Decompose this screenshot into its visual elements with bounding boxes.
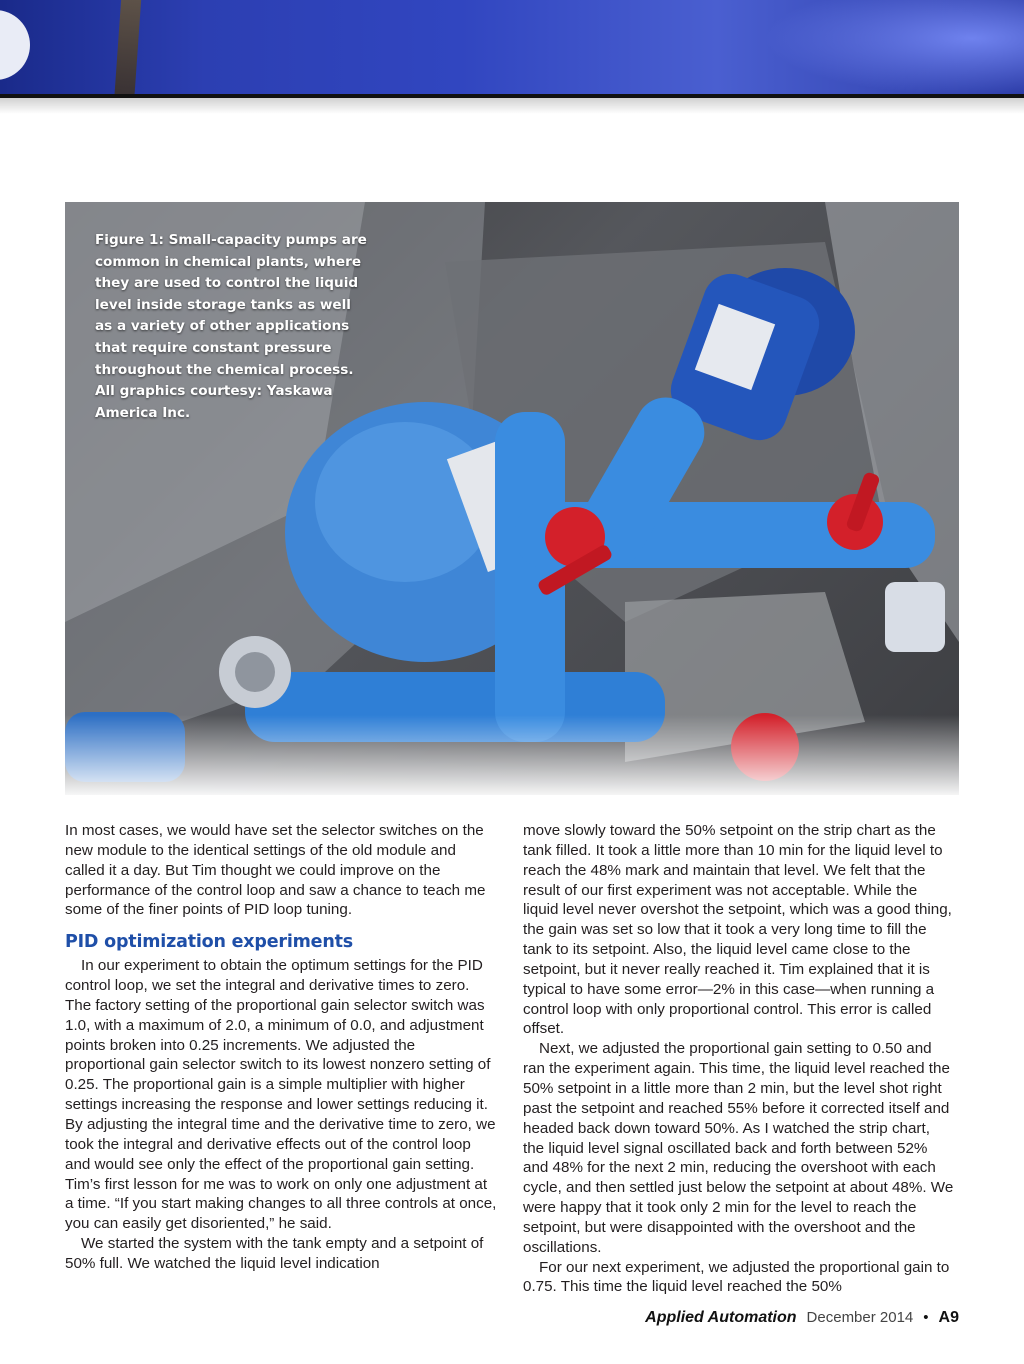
figure-bottom-fade	[65, 715, 959, 795]
paragraph: Next, we adjusted the proportional gain setting to 0.50 and ran the experiment again. This time, the liquid level reached the 50% setpoint in a little more than 2 min, but the level shot right past the setpoint and reached 55% before it corrected itself and headed back down toward 50%. As I watched the strip chart, the liquid level signal oscillated back and forth between 52% and 48% for the next 2 min, reducing the overshoot with each cycle, and then settled just below the setpoint at about 48%. We were happy that it took only 2 min for the level to reach the setpoint, but were disappointed with the overshoot and the oscillations.	[523, 1040, 954, 1256]
banner-streak-shape	[114, 0, 142, 96]
paragraph: move slowly toward the 50% setpoint on the strip chart as the tank filled. It took a little more than 10 min for the liquid level to reach the 48% mark and maintain that level. We felt that the result of our first experiment was not acceptable. While the liquid level never overshot the setpoint, which was a good thing, the gain was set so low that it took a very long time to fill the tank to its setpoint. Also, the liquid level came close to the setpoint, but it never really reached it. Tim explained that it is typical to have some error—2% in this case—when running a control loop with only proportional control. This error is called offset.	[523, 822, 952, 1038]
paragraph: In our experiment to obtain the optimum settings for the PID control loop, we set the integral and derivative times to zero. The factory setting of the proportional gain selector switch was 1.0, with a maximum of 2.0, a minimum of 0.0, and adjustment points broken into 0.25 increments. We adjusted the proportional gain selector switch to its lowest nonzero setting of 0.25. The proportional gain is a simple multiplier with higher settings increasing the response and lower settings reducing it. By adjusting the integral time and the derivative time to zero, we took the integral and derivative effects out of the control loop and would see only the effect of the proportional gain setting. Tim’s first lesson for me was to work on only one adjustment at a time. “If you start making changes to all three controls at once, you can easily get disoriented,” he said.	[65, 957, 497, 1233]
issue-date: December 2014	[806, 1309, 914, 1326]
paragraph: We started the system with the tank empty and a setpoint of 50% full. We watched the liquid level indication	[65, 1235, 484, 1272]
footer-separator: •	[923, 1309, 929, 1326]
page-footer	[645, 1309, 959, 1333]
top-banner-image	[0, 0, 1024, 96]
article-column-left	[65, 821, 497, 1274]
figure-caption: Figure 1: Small-capacity pumps are common in chemical plants, where they are used to control the liquid level inside storage tanks as well as a variety of other applications that require constant pressure throughout the chemical process. All graphics courtesy: Yaskawa America Inc.	[95, 232, 367, 421]
publication-name: Applied Automation	[645, 1309, 797, 1326]
banner-shadow	[0, 98, 1024, 114]
banner-highlight-shape	[0, 10, 30, 80]
section-heading: PID optimization experiments	[65, 932, 353, 953]
figure-1-photo	[65, 202, 959, 795]
banner-glow	[764, 0, 1024, 96]
paragraph: In most cases, we would have set the selector switches on the new module to the identical settings of the old module and called it a day. But Tim thought we could improve on the performance of the control loop and saw a chance to teach me some of the finer points of PID loop tuning.	[65, 822, 486, 919]
paragraph: For our next experiment, we adjusted the proportional gain to 0.75. This time the liquid level reached the 50%	[523, 1258, 950, 1296]
article-column-right	[523, 821, 955, 1297]
page-number: A9	[938, 1309, 959, 1326]
